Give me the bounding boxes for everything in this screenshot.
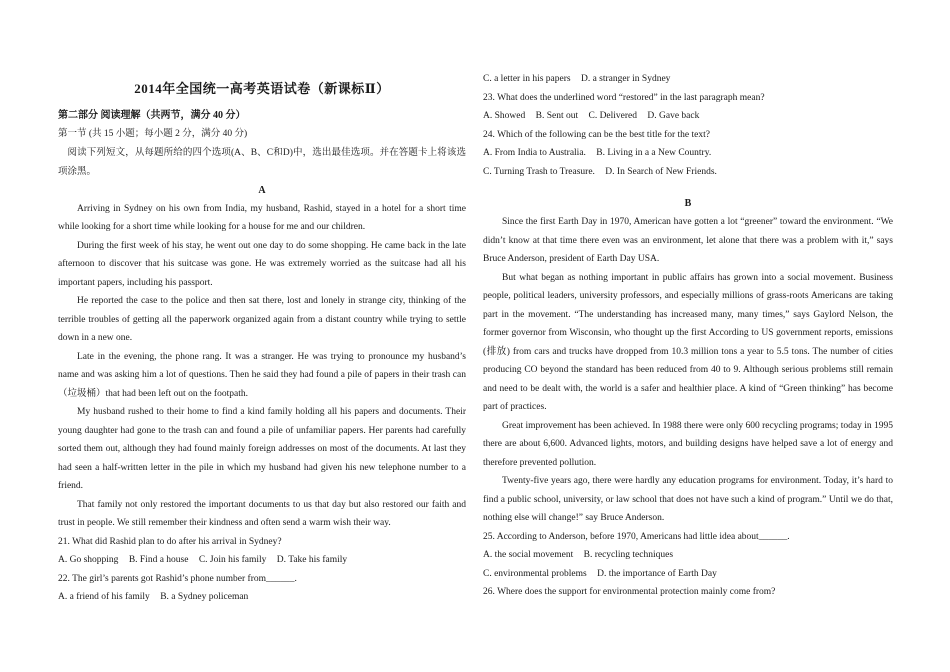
instructions: 阅读下列短文，从每题所给的四个选项(A、B、C和D)中，选出最佳选项。并在答题卡上将该选项涂黑。 — [58, 147, 466, 177]
section-heading: 第一节 (共 15 小题；每小题 2 分，满分 40 分) — [58, 129, 248, 139]
option: D. a stranger in Sydney — [580, 74, 671, 84]
option: C. Delivered — [588, 111, 638, 121]
question-21: 21. What did Rashid plan to do after his arrival in Sydney? — [58, 536, 282, 547]
passage-a-paragraph: Late in the evening, the phone rang. It was a stranger. He was trying to pronounce my husband’s name and was asking him a lot of questions. Then he said they had found a pile of papers in their trash can（垃圾桶）that had been left out on the footpath. — [58, 351, 466, 399]
option: C. environmental problems — [483, 568, 587, 579]
passage-b-paragraph: Great improvement has been achieved. In 1988 there were only 600 recycling programs; today in 1995 there are about 6,600. Advanced lights, motors, and building designs have helped save a lot of energy and therefore prevented pollution. — [483, 420, 893, 468]
question-24: 24. Which of the following can be the best title for the text? — [483, 129, 710, 140]
question-22: 22. The girl’s parents got Rashid’s phone number from______. — [58, 573, 297, 584]
passage-label-b: B — [684, 198, 692, 209]
option: A. Go shopping — [58, 555, 119, 565]
passage-a-paragraph: During the first week of his stay, he went out one day to do some shopping. He came back in the late afternoon to discover that his suitcase was gone. He was extremely worried as the suitcase had all his important papers, including his passport. — [58, 240, 466, 288]
option: B. Find a house — [128, 555, 189, 565]
question-25: 25. According to Anderson, before 1970, Americans had little idea about______. — [483, 531, 790, 542]
passage-a-paragraph: Arriving in Sydney on his own from India, my husband, Rashid, stayed in a hotel for a short time while looking for a short time while looking for a house for me and our children. — [58, 203, 466, 232]
question-23-options — [483, 107, 893, 126]
question-21-options — [58, 551, 466, 570]
passage-b-paragraph: Since the first Earth Day in 1970, American have gotten a lot “greener” toward the environment. “We didn’t know at that time there even was an environment, let alone that there was a problem with it,” says Bruce Anderson, president of Earth Day USA. — [483, 217, 893, 264]
question-24-options — [483, 163, 893, 182]
option: C. Join his family — [198, 555, 267, 565]
passage-a-paragraph: That family not only restored the important documents to us that day but also restored our faith and trust in people. We still remember their kindness and often send a warm wish their way. — [58, 499, 466, 528]
passage-a-paragraph: My husband rushed to their home to find a kind family holding all his papers and documents. Their young daughter had gone to the trash can and found a pile of unfamiliar papers. Her parents had carefully sorted them out, although they had found mainly foreign addresses on most of the documents. At last they had seen a half-written letter in the pile in which my husband had given his new telephone number to a friend. — [58, 407, 466, 491]
question-26: 26. Where does the support for environmental protection mainly come from? — [483, 587, 776, 597]
option: B. recycling techniques — [583, 550, 674, 560]
option: A. Showed — [483, 111, 526, 121]
option: D. Take his family — [276, 555, 348, 565]
option: C. Turning Trash to Treasure. — [483, 166, 595, 177]
question-25-options — [483, 565, 893, 584]
option: C. a letter in his papers — [483, 74, 571, 84]
option: B. Sent out — [535, 111, 579, 121]
option: B. Living in a a New Country. — [596, 148, 712, 158]
passage-a-paragraph: He reported the case to the police and then sat there, lost and lonely in strange city, thinking of the terrible troubles of getting all the paperwork organized again from a distant country while trying to settle down in a new one. — [58, 296, 466, 343]
left-column — [58, 70, 466, 607]
passage-b-paragraph: Twenty-five years ago, there were hardly any education programs for environment. Today, it’s hard to find a public school, university, or law school that does not have such a kind of program.” Until we do that, nothing else will change!” say Bruce Anderson. — [483, 476, 893, 523]
document-title: 2014年全国统一高考英语试卷（新课标Ⅱ） — [134, 81, 390, 96]
option: A. From India to Australia. — [483, 148, 586, 158]
question-22-options — [58, 588, 466, 607]
question-23: 23. What does the underlined word “restored” in the last paragraph mean? — [483, 92, 765, 103]
option: B. a Sydney policeman — [160, 592, 249, 602]
part-heading: 第二部分 阅读理解（共两节，满分 40 分） — [58, 110, 246, 121]
option: D. In Search of New Friends. — [605, 166, 717, 177]
question-25-options — [483, 546, 893, 565]
passage-b-paragraph: But what began as nothing important in public affairs has grown into a social movement. Business people, political leaders, university professors, and especially millions of grass-roots Americans are taking part in the movement. “The understanding has increased many, many times,” says Gaylord Nelson, the former governor from Wisconsin, who thought up the first According to US government reports, emissions (排放) from cars and trucks have dropped from 10.3 million tons a year to 5.5 tons. The number of cities producing CO beyond the standard has been reduced from 40 to 9. Although serious problems still remain and need to be dealt with, the world is a safer and healthier place. A kind of “Green thinking” has become part of practices. — [483, 272, 893, 412]
question-24-options — [483, 144, 893, 163]
right-column — [483, 70, 893, 602]
option: D. the importance of Earth Day — [597, 568, 717, 579]
option: A. a friend of his family — [58, 592, 150, 602]
option: D. Gave back — [647, 111, 700, 121]
question-22-options-continued — [483, 70, 893, 89]
option: A. the social movement — [483, 550, 574, 560]
passage-label-a: A — [258, 184, 266, 196]
